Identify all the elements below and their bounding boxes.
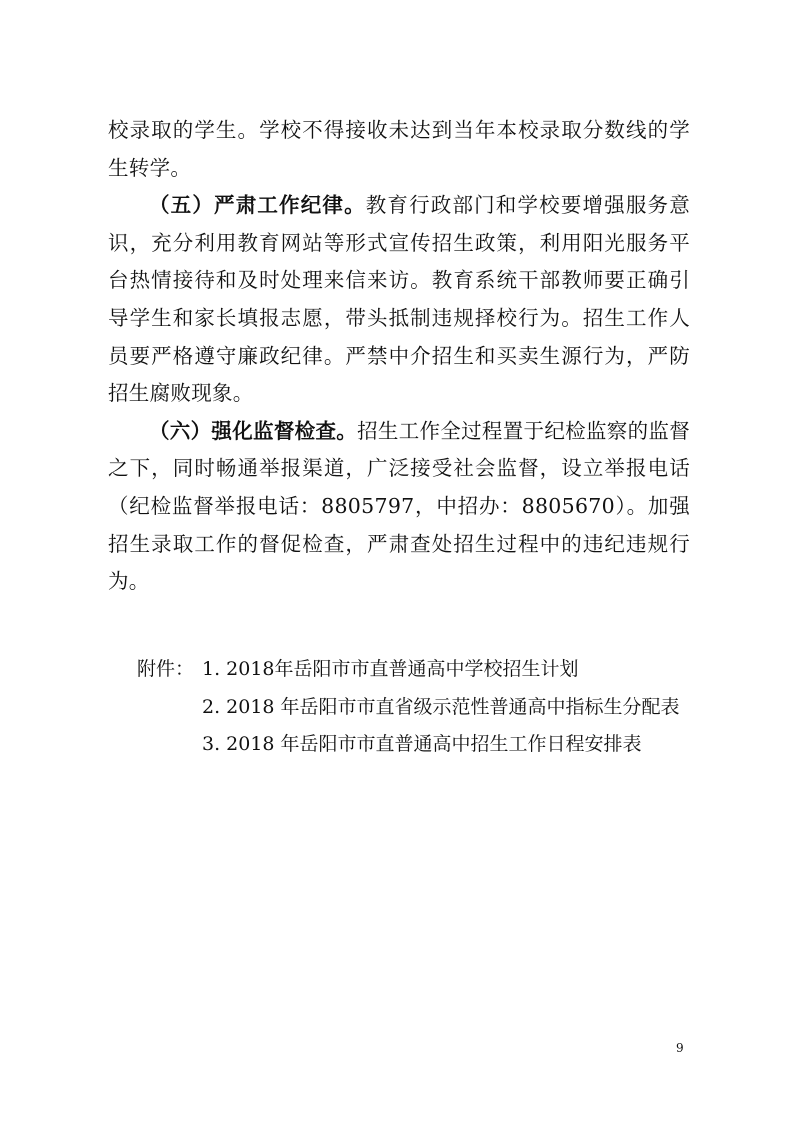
attachment-item: 1. 2018年岳阳市市直普通高中学校招生计划 (202, 658, 579, 680)
attachment-item: 2. 2018 年岳阳市市直省级示范性普通高中指标生分配表 (202, 695, 680, 718)
paragraph-work-discipline-body: 教育行政部门和学校要增强服务意识，充分利用教育网站等形式宣传招生政策，利用阳光服务平台热情接待和及时处理来信来访。教育系统干部教师要正确引导学生和家长填报志愿，带头抵制违规择校行为。招生工作人员要严格遵守廉政纪律。严禁中介招生和买卖生源行为，严防招生腐败现象。 (108, 193, 690, 406)
attachments-list (137, 651, 697, 764)
attachment-row (137, 689, 697, 727)
paragraph-supervision-body: 招生工作全过程置于纪检监察的监督之下，同时畅通举报渠道，广泛接受社会监督，设立举报电话（纪检监督举报电话：8805797，中招办：8805670）。加强招生录取工作的督促检查，严肃查处招生过程中的违纪违规行为。 (108, 418, 690, 594)
section-heading-supervision: （六）强化监督检查。 (149, 418, 358, 443)
paragraph-work-discipline (108, 187, 690, 413)
attachment-row (137, 726, 697, 764)
attachment-item: 3. 2018 年岳阳市市直普通高中招生工作日程安排表 (202, 733, 642, 755)
paragraph-continuation: 校录取的学生。学校不得接收未达到当年本校录取分数线的学生转学。 (108, 118, 690, 180)
attachment-row (137, 651, 697, 689)
attachments-label: 附件： (137, 658, 195, 680)
body-text (108, 112, 690, 601)
page-number: 9 (676, 1041, 684, 1055)
paragraph-supervision (108, 413, 690, 601)
section-heading-work-discipline: （五）严肃工作纪律。 (149, 193, 366, 218)
